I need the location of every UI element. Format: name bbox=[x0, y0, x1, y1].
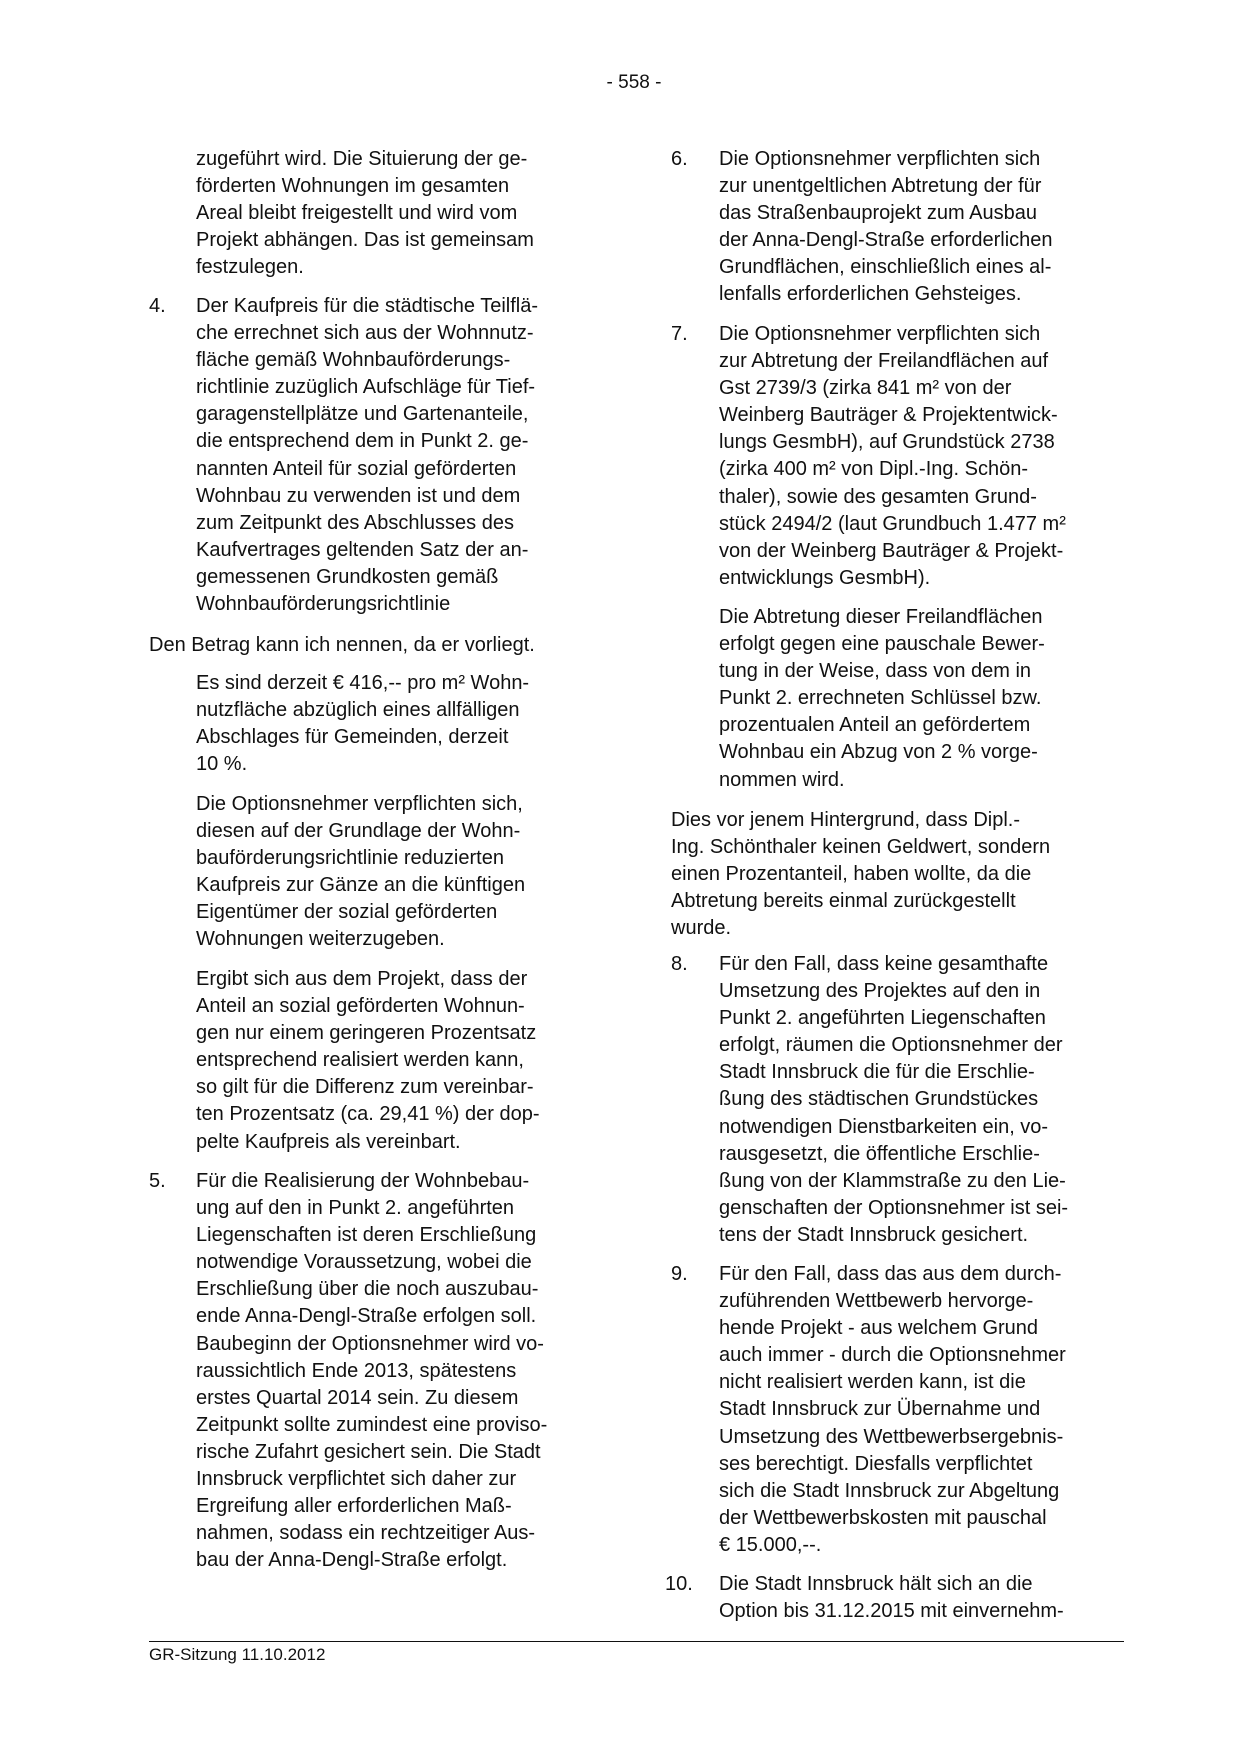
text-line: Für den Fall, dass keine gesamthafte bbox=[719, 953, 1049, 975]
remark-paragraph bbox=[149, 632, 535, 659]
text-line: Projekt abhängen. Das ist gemeinsam bbox=[196, 229, 534, 252]
text-line: Der Kaufpreis für die städtische Teilflä- bbox=[196, 295, 539, 317]
item-number: 8. bbox=[671, 953, 688, 975]
text-line: Abtretung bereits einmal zurückgestellt bbox=[671, 890, 1016, 913]
item-9-text bbox=[719, 1261, 1066, 1559]
item-number: 4. bbox=[149, 295, 166, 317]
item-5-text bbox=[196, 1168, 547, 1574]
text-line: erfolgt gegen eine pauschale Bewer- bbox=[719, 633, 1045, 656]
text-line: bauförderungsrichtlinie reduzierten bbox=[196, 847, 504, 870]
text-line: förderten Wohnungen im gesamten bbox=[196, 175, 510, 198]
text-line: hende Projekt - aus welchem Grund bbox=[719, 1317, 1039, 1340]
text-line: entsprechend realisiert werden kann, bbox=[196, 1049, 524, 1072]
text-line: Ergibt sich aus dem Projekt, dass der bbox=[196, 968, 528, 990]
text-line: Abschlages für Gemeinden, derzeit bbox=[196, 726, 509, 749]
text-line: sich die Stadt Innsbruck zur Abgeltung bbox=[719, 1479, 1060, 1502]
text-line: ßung des städtischen Grundstückes bbox=[719, 1088, 1039, 1111]
text-line: zugeführt wird. Die Situierung der ge- bbox=[196, 148, 528, 170]
text-line: lenfalls erforderlichen Gehsteiges. bbox=[719, 283, 1022, 306]
item-number: 9. bbox=[671, 1263, 688, 1285]
text-line: Baubeginn der Optionsnehmer wird vo- bbox=[196, 1332, 544, 1355]
text-line: fläche gemäß Wohnbauförderungs- bbox=[196, 349, 511, 372]
difference-paragraph bbox=[196, 966, 540, 1156]
text-line: lungs GesmbH), auf Grundstück 2738 bbox=[719, 431, 1055, 454]
text-line: die entsprechend dem in Punkt 2. ge- bbox=[196, 430, 529, 453]
text-line: erfolgt, räumen die Optionsnehmer der bbox=[719, 1034, 1063, 1057]
text-line: nannten Anteil für sozial geförderten bbox=[196, 457, 517, 480]
text-line: Eigentümer der sozial geförderten bbox=[196, 901, 498, 924]
text-line: Die Optionsnehmer verpflichten sich bbox=[719, 148, 1041, 170]
text-line: entwicklungs GesmbH). bbox=[719, 566, 931, 589]
text-line: bau der Anna-Dengl-Straße erfolgt. bbox=[196, 1549, 508, 1572]
item-4-text bbox=[196, 293, 538, 618]
text-line: Zeitpunkt sollte zumindest eine proviso- bbox=[196, 1413, 548, 1436]
text-line: stück 2494/2 (laut Grundbuch 1.477 m² bbox=[719, 512, 1066, 535]
text-line: Umsetzung des Projektes auf den in bbox=[719, 980, 1041, 1003]
item-number: 7. bbox=[671, 323, 688, 345]
price-paragraph bbox=[196, 670, 529, 778]
text-line: Stadt Innsbruck die für die Erschlie- bbox=[719, 1061, 1035, 1084]
text-line: Stadt Innsbruck zur Übernahme und bbox=[719, 1398, 1041, 1421]
text-line: zuführenden Wettbewerb hervorge- bbox=[719, 1290, 1034, 1313]
text-line: Erschließung über die noch auszubau- bbox=[196, 1278, 539, 1301]
text-line: Für den Fall, dass das aus dem durch- bbox=[719, 1263, 1062, 1285]
text-line: notwendigen Dienstbarkeiten ein, vo- bbox=[719, 1115, 1049, 1138]
text-line: der Anna-Dengl-Straße erforderlichen bbox=[719, 229, 1053, 252]
text-line: Wohnungen weiterzugeben. bbox=[196, 928, 445, 951]
cession-paragraph bbox=[719, 604, 1045, 794]
text-line: nommen wird. bbox=[719, 768, 845, 791]
text-line: von der Weinberg Bauträger & Projekt- bbox=[719, 539, 1064, 562]
text-line: genschaften der Optionsnehmer ist sei- bbox=[719, 1196, 1069, 1219]
text-line: Wohnbau zu verwenden ist und dem bbox=[196, 484, 521, 507]
remark-paragraph bbox=[671, 807, 1050, 942]
text-line: ses berechtigt. Diesfalls verpflichtet bbox=[719, 1452, 1033, 1475]
text-line: Areal bleibt freigestellt und wird vom bbox=[196, 202, 518, 225]
text-line: ung auf den in Punkt 2. angeführten bbox=[196, 1197, 515, 1220]
text-line: nahmen, sodass ein rechtzeitiger Aus- bbox=[196, 1522, 536, 1545]
item-8-text bbox=[719, 951, 1068, 1249]
text-line: rausgesetzt, die öffentliche Erschlie- bbox=[719, 1142, 1040, 1165]
text-line: wurde. bbox=[671, 917, 732, 940]
paragraph-continuation bbox=[196, 146, 534, 281]
text-line: thaler), sowie des gesamten Grund- bbox=[719, 485, 1037, 508]
text-line: Es sind derzeit € 416,-- pro m² Wohn- bbox=[196, 672, 530, 694]
page-number: - 558 - bbox=[606, 72, 662, 93]
text-line: Grundflächen, einschließlich eines al- bbox=[719, 256, 1052, 279]
text-line: Option bis 31.12.2015 mit einvernehm- bbox=[719, 1600, 1064, 1623]
text-line: der Wettbewerbskosten mit pauschal bbox=[719, 1506, 1047, 1529]
pass-on-paragraph bbox=[196, 791, 525, 954]
text-line: richtlinie zuzüglich Aufschläge für Tief- bbox=[196, 376, 536, 399]
text-line: rische Zufahrt gesichert sein. Die Stadt bbox=[196, 1440, 541, 1463]
text-line: Die Abtretung dieser Freilandflächen bbox=[719, 606, 1043, 628]
text-line: Für die Realisierung der Wohnbebau- bbox=[196, 1170, 530, 1192]
text-line: tung in der Weise, dass von dem in bbox=[719, 660, 1032, 683]
text-line: Weinberg Bauträger & Projektentwick- bbox=[719, 404, 1058, 427]
footer-divider bbox=[149, 1641, 1124, 1642]
text-line: erstes Quartal 2014 sein. Zu diesem bbox=[196, 1386, 519, 1409]
text-line: Gst 2739/3 (zirka 841 m² von der bbox=[719, 377, 1012, 400]
text-line: Den Betrag kann ich nennen, da er vorliegt. bbox=[149, 634, 535, 656]
item-number: 5. bbox=[149, 1170, 166, 1192]
footer-text: GR-Sitzung 11.10.2012 bbox=[149, 1645, 326, 1664]
text-line: raussichtlich Ende 2013, spätestens bbox=[196, 1359, 517, 1382]
text-line: ten Prozentsatz (ca. 29,41 %) der dop- bbox=[196, 1103, 540, 1126]
text-line: Innsbruck verpflichtet sich daher zur bbox=[196, 1468, 517, 1491]
text-line: das Straßenbauprojekt zum Ausbau bbox=[719, 202, 1037, 225]
text-line: 10 %. bbox=[196, 753, 248, 776]
text-line: Wohnbau ein Abzug von 2 % vorge- bbox=[719, 741, 1038, 764]
text-line: diesen auf der Grundlage der Wohn- bbox=[196, 820, 521, 843]
text-line: Liegenschaften ist deren Erschließung bbox=[196, 1224, 537, 1247]
text-line: zur unentgeltlichen Abtretung der für bbox=[719, 175, 1042, 198]
text-line: (zirka 400 m² von Dipl.-Ing. Schön- bbox=[719, 458, 1029, 481]
text-line: pelte Kaufpreis als vereinbart. bbox=[196, 1130, 461, 1153]
item-7-text bbox=[719, 321, 1066, 592]
text-line: che errechnet sich aus der Wohnnutz- bbox=[196, 322, 534, 345]
text-line: Dies vor jenem Hintergrund, dass Dipl.- bbox=[671, 809, 1021, 831]
item-10-text bbox=[719, 1571, 1064, 1625]
text-line: Wohnbauförderungsrichtlinie bbox=[196, 593, 451, 616]
text-line: Die Stadt Innsbruck hält sich an die bbox=[719, 1573, 1033, 1595]
item-number: 10. bbox=[665, 1573, 693, 1595]
text-line: Ing. Schönthaler keinen Geldwert, sondern bbox=[671, 836, 1051, 859]
item-6-text bbox=[719, 146, 1053, 309]
text-line: zur Abtretung der Freilandflächen auf bbox=[719, 350, 1049, 373]
text-line: € 15.000,--. bbox=[719, 1533, 822, 1556]
text-line: ende Anna-Dengl-Straße erfolgen soll. bbox=[196, 1305, 537, 1328]
item-number: 6. bbox=[671, 148, 688, 170]
text-line: nutzfläche abzüglich eines allfälligen bbox=[196, 699, 520, 722]
text-line: Ergreifung aller erforderlichen Maß- bbox=[196, 1495, 512, 1518]
text-line: prozentualen Anteil an gefördertem bbox=[719, 714, 1031, 737]
text-line: gen nur einem geringeren Prozentsatz bbox=[196, 1022, 537, 1045]
text-line: Kaufpreis zur Gänze an die künftigen bbox=[196, 874, 526, 897]
text-line: tens der Stadt Innsbruck gesichert. bbox=[719, 1223, 1029, 1246]
text-line: festzulegen. bbox=[196, 256, 304, 279]
text-line: garagenstellplätze und Gartenanteile, bbox=[196, 403, 529, 426]
text-line: Punkt 2. errechneten Schlüssel bzw. bbox=[719, 687, 1042, 710]
text-line: notwendige Voraussetzung, wobei die bbox=[196, 1251, 532, 1274]
text-line: Punkt 2. angeführten Liegenschaften bbox=[719, 1007, 1046, 1030]
text-line: Die Optionsnehmer verpflichten sich, bbox=[196, 793, 523, 815]
text-line: gemessenen Grundkosten gemäß bbox=[196, 565, 499, 588]
text-line: so gilt für die Differenz zum vereinbar- bbox=[196, 1076, 534, 1099]
text-line: zum Zeitpunkt des Abschlusses des bbox=[196, 511, 514, 534]
text-line: auch immer - durch die Optionsnehmer bbox=[719, 1344, 1066, 1367]
text-line: ßung von der Klammstraße zu den Lie- bbox=[719, 1169, 1066, 1192]
text-line: nicht realisiert werden kann, ist die bbox=[719, 1371, 1026, 1394]
text-line: einen Prozentanteil, haben wollte, da die bbox=[671, 863, 1032, 886]
text-line: Anteil an sozial geförderten Wohnun- bbox=[196, 995, 525, 1018]
text-line: Kaufvertrages geltenden Satz der an- bbox=[196, 538, 529, 561]
text-line: Umsetzung des Wettbewerbsergebnis- bbox=[719, 1425, 1064, 1448]
text-line: Die Optionsnehmer verpflichten sich bbox=[719, 323, 1041, 345]
